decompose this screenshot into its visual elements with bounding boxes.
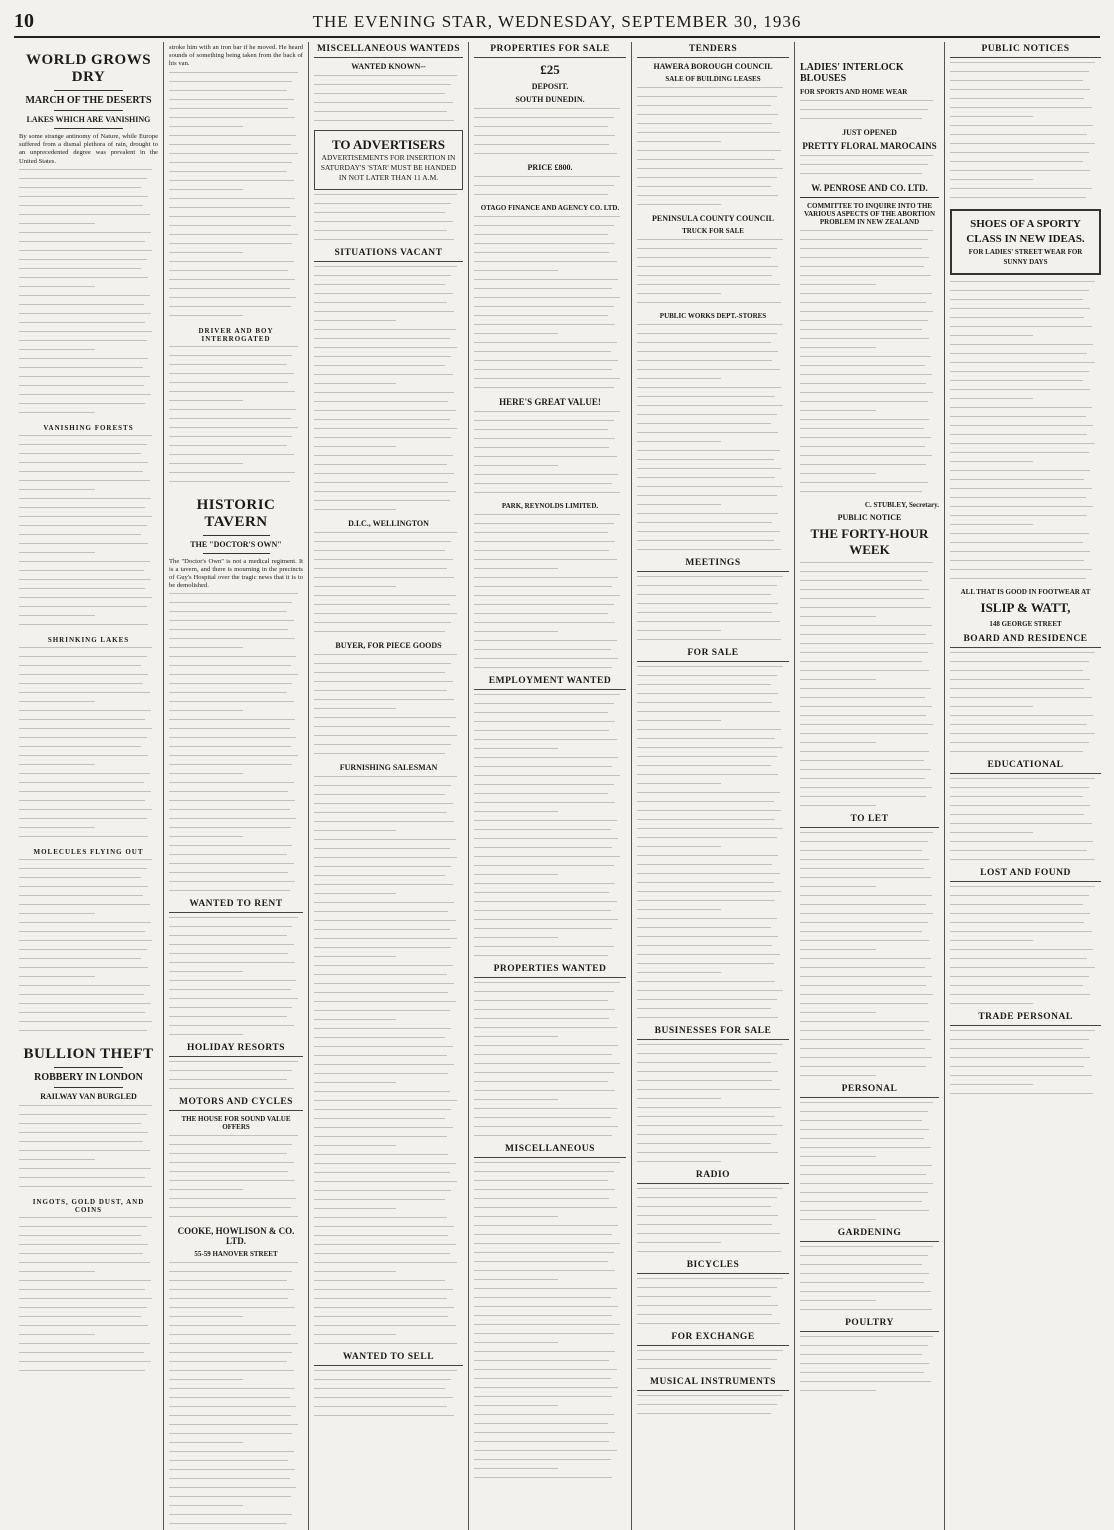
text-filler xyxy=(637,576,789,645)
cooke-address: 55-59 HANOVER STREET xyxy=(194,1250,278,1259)
public-notice: PUBLIC NOTICE xyxy=(837,513,902,522)
header-personal: PERSONAL xyxy=(800,1082,939,1098)
text-filler xyxy=(950,1030,1101,1099)
header-lost-found: LOST AND FOUND xyxy=(950,866,1101,882)
section-vanishing-forests: VANISHING FORESTS xyxy=(43,423,134,432)
text-filler xyxy=(169,1061,303,1094)
deposit-location: SOUTH DUNEDIN. xyxy=(515,95,585,104)
text-filler xyxy=(800,155,939,179)
text-filler xyxy=(314,1370,463,1421)
column-2 xyxy=(164,42,309,1530)
committee-heading: COMMITTEE TO INQUIRE INTO THE VARIOUS ASPECTS OF THE ABORTION PROBLEM IN NEW ZEALAND xyxy=(803,202,936,226)
text-filler xyxy=(19,435,158,630)
text-filler xyxy=(474,176,626,200)
text-filler xyxy=(314,266,463,515)
headline-historic-tavern: HISTORIC TAVERN xyxy=(196,496,276,530)
text-filler xyxy=(637,1350,789,1374)
text-filler xyxy=(800,562,939,811)
public-works-stores: PUBLIC WORKS DEPT.-STORES xyxy=(659,312,767,320)
masthead xyxy=(14,10,1100,38)
column-5 xyxy=(632,42,795,1530)
header-tenders: TENDERS xyxy=(637,42,789,58)
header-gardening: GARDENING xyxy=(800,1226,939,1242)
text-filler xyxy=(169,72,303,321)
great-value: HERE'S GREAT VALUE! xyxy=(499,397,601,407)
text-filler xyxy=(19,1217,158,1376)
header-businesses-for-sale: BUSINESSES FOR SALE xyxy=(637,1024,789,1040)
column-3 xyxy=(309,42,469,1530)
header-holiday-resorts: HOLIDAY RESORTS xyxy=(169,1041,303,1057)
advertisers-title: TO ADVERTISERS xyxy=(331,137,446,152)
section-shrinking-lakes: SHRINKING LAKES xyxy=(47,635,130,644)
penrose: W. PENROSE AND CO. LTD. xyxy=(811,183,928,193)
header-wanted-to-sell: WANTED TO SELL xyxy=(314,1350,463,1366)
column-4 xyxy=(469,42,632,1530)
all-good-footwear: ALL THAT IS GOOD IN FOOTWEAR AT xyxy=(960,588,1091,596)
text-filler xyxy=(169,1262,303,1529)
header-to-let: TO LET xyxy=(800,812,939,828)
motors-sub: THE HOUSE FOR SOUND VALUE OFFERS xyxy=(181,1115,291,1132)
subsubhead-railway-van: RAILWAY VAN BURGLED xyxy=(40,1091,137,1101)
stubley: C. STUBLEY, Secretary. xyxy=(864,501,939,509)
header-motors-cycles: MOTORS AND CYCLES xyxy=(169,1095,303,1111)
text-filler xyxy=(637,87,789,210)
text-filler xyxy=(950,652,1101,757)
peninsula-council: PENINSULA COUNTY COUNCIL xyxy=(652,214,774,223)
header-wanted-to-rent: WANTED TO RENT xyxy=(169,897,303,913)
header-musical: MUSICAL INSTRUMENTS xyxy=(637,1375,789,1391)
property-price: PRICE £800. xyxy=(527,163,573,172)
text-filler xyxy=(800,1336,939,1396)
park-reynolds: PARK, REYNOLDS LIMITED. xyxy=(501,502,599,510)
text-filler xyxy=(474,216,626,393)
text-filler xyxy=(474,411,626,498)
subhead-march-deserts: MARCH OF THE DESERTS xyxy=(25,95,152,106)
text-filler xyxy=(800,230,939,497)
text-filler xyxy=(800,832,939,1081)
header-educational: EDUCATIONAL xyxy=(950,758,1101,774)
header-radio: RADIO xyxy=(637,1168,789,1184)
shoes-title: SHOES OF A SPORTY CLASS IN NEW IDEAS. xyxy=(966,218,1085,245)
subhead-doctors-own: THE "DOCTOR'S OWN" xyxy=(190,539,282,549)
islip-watt: ISLIP & WATT, xyxy=(980,600,1071,615)
column-1 xyxy=(14,42,164,1530)
text-filler xyxy=(474,108,626,159)
subsubhead-lakes: LAKES WHICH ARE VANISHING xyxy=(26,115,151,124)
text-filler xyxy=(637,1278,789,1329)
newspaper-title: THE EVENING STAR, WEDNESDAY, SEPTEMBER 30, 1936 xyxy=(312,12,802,31)
headline-bullion-theft: BULLION THEFT xyxy=(23,1045,154,1062)
header-public-notices: PUBLIC NOTICES xyxy=(950,42,1101,58)
shoes-box xyxy=(950,209,1101,275)
wanted-known: WANTED KNOWN-- xyxy=(351,62,426,71)
advertisers-text: ADVERTISEMENTS FOR INSERTION IN SATURDAY'S 'STAR' MUST BE HANDED IN NOT LATER THAN 11 A.M. xyxy=(320,153,457,182)
text-filler xyxy=(169,346,303,487)
header-trade-personal: TRADE PERSONAL xyxy=(950,1010,1101,1026)
text-filler xyxy=(19,1105,158,1192)
text-filler xyxy=(800,1246,939,1315)
furnishing-salesman: FURNISHING SALESMAN xyxy=(339,763,438,772)
text-filler xyxy=(800,1102,939,1225)
header-poultry: POULTRY xyxy=(800,1316,939,1332)
shoes-sub: FOR LADIES' STREET WEAR FOR SUNNY DAYS xyxy=(968,248,1083,266)
text-filler xyxy=(19,169,158,418)
deposit-label: DEPOSIT. xyxy=(531,82,569,91)
column-7 xyxy=(945,42,1106,1530)
text-filler xyxy=(474,514,626,673)
text-filler xyxy=(637,1188,789,1257)
truck-for-sale: TRUCK FOR SALE xyxy=(682,227,744,235)
page-number: 10 xyxy=(14,10,34,32)
buyer-piece-goods: BUYER, FOR PIECE GOODS xyxy=(335,641,442,650)
text-filler xyxy=(950,886,1101,1009)
text-filler xyxy=(950,281,1101,584)
text-filler xyxy=(800,100,939,124)
islip-address: 148 GEORGE STREET xyxy=(989,620,1062,628)
column-6 xyxy=(795,42,945,1530)
floral-marocains: PRETTY FLORAL MAROCAINS xyxy=(802,141,937,151)
header-miscellaneous: MISCELLANEOUS xyxy=(474,1142,626,1158)
text-filler xyxy=(169,593,303,896)
hawera-sub: SALE OF BUILDING LEASES xyxy=(665,75,761,83)
headline-world-grows-dry: WORLD GROWS DRY xyxy=(25,52,152,85)
text-filler xyxy=(637,239,789,308)
text-filler xyxy=(637,1044,789,1167)
section-molecules: MOLECULES FLYING OUT xyxy=(33,847,144,856)
text-filler xyxy=(314,532,463,637)
hawera-council: HAWERA BOROUGH COUNCIL xyxy=(653,62,773,71)
header-properties: PROPERTIES FOR SALE xyxy=(474,42,626,58)
text-filler xyxy=(169,1135,303,1222)
text-filler xyxy=(314,194,463,245)
interlock-blouses: LADIES' INTERLOCK BLOUSES xyxy=(800,62,904,84)
deposit-amount: £25 xyxy=(540,62,560,77)
article-body: By some strange antinomy of Nature, while Europe suffered from a dismal plethora of rain, drought to an unprecedented degree was prevalent in the United States. xyxy=(19,133,158,165)
header-board-residence: BOARD AND RESIDENCE xyxy=(950,632,1101,648)
text-filler xyxy=(314,776,463,1349)
section-ingots: INGOTS, GOLD DUST, AND COINS xyxy=(32,1197,145,1214)
text-filler xyxy=(19,859,158,1036)
text-filler xyxy=(314,654,463,759)
cooke-howlison: COOKE, HOWLISON & CO. LTD. xyxy=(177,1226,295,1247)
text-filler xyxy=(637,324,789,555)
header-meetings: MEETINGS xyxy=(637,556,789,572)
forty-hour-week: THE FORTY-HOUR WEEK xyxy=(810,526,929,557)
article-continued: stroke him with an iron bar if he moved. He heard sounds of something being taken from the back of his van. xyxy=(169,44,303,68)
text-filler xyxy=(950,778,1101,865)
text-filler xyxy=(474,1162,626,1483)
header-for-sale: FOR SALE xyxy=(637,646,789,662)
text-filler xyxy=(314,75,463,126)
header-situations-vacant: SITUATIONS VACANT xyxy=(314,246,463,262)
header-misc-wanteds: MISCELLANEOUS WANTEDS xyxy=(314,42,463,58)
interlock-sub: FOR SPORTS AND HOME WEAR xyxy=(800,88,908,96)
text-filler xyxy=(19,647,158,842)
text-filler xyxy=(169,917,303,1040)
advertisers-notice xyxy=(314,130,463,190)
tavern-body: The "Doctor's Own" is not a medical regiment. It is a tavern, and there is mourning in the precincts of Guy's Hospital over the tragic news that it is to be demolished. xyxy=(169,557,303,590)
text-filler xyxy=(474,982,626,1141)
text-filler xyxy=(950,62,1101,203)
otago-finance: OTAGO FINANCE AND AGENCY CO. LTD. xyxy=(480,204,620,212)
text-filler xyxy=(637,666,789,1023)
section-driver: DRIVER AND BOY INTERROGATED xyxy=(198,326,274,343)
text-filler xyxy=(637,1395,789,1419)
subhead-robbery: ROBBERY IN LONDON xyxy=(34,1071,143,1083)
text-filler xyxy=(474,694,626,961)
header-properties-wanted: PROPERTIES WANTED xyxy=(474,962,626,978)
header-bicycles: BICYCLES xyxy=(637,1258,789,1274)
header-employment-wanted: EMPLOYMENT WANTED xyxy=(474,674,626,690)
header-exchange: FOR EXCHANGE xyxy=(637,1330,789,1346)
just-opened: JUST OPENED xyxy=(842,128,897,137)
dic-wellington: D.I.C., WELLINGTON xyxy=(348,519,429,528)
